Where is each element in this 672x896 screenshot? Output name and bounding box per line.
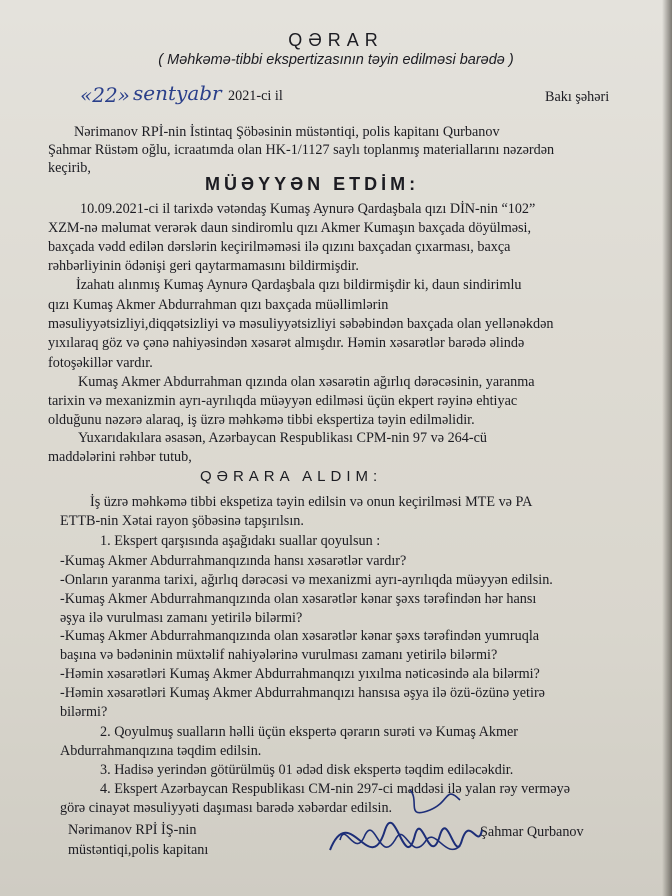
- decided-line: -Kumaş Akmer Abdurrahmanqızında hansı xəsarətlər vardır?: [60, 552, 407, 569]
- established-line: qızı Kumaş Akmer Abdurrahman qızı baxçada müəllimlərin: [48, 297, 389, 313]
- decided-line: İş üzrə məhkəmə tibbi ekspetiza təyin edilsin və onun keçirilməsi MTE və PA: [90, 493, 533, 510]
- established-line: 10.09.2021-ci il tarixdə vətəndaş Kumaş Aynurə Qardaşbala qızı DİN-nin “102”: [80, 201, 536, 218]
- heading-established: MÜƏYYƏN ETDİM:: [205, 174, 420, 195]
- decided-line: -Kumaş Akmer Abdurrahmanqızında olan xəsarətlər kənar şəxs tərəfindən yumruqla: [60, 628, 540, 645]
- decided-line: ETTB-nin Xətai rayon şöbəsinə tapşırılsın.: [60, 512, 304, 529]
- decided-line: 3. Hadisə yerindən götürülmüş 01 ədəd disk ekspertə təqdim ediləcəkdir.: [100, 762, 514, 779]
- decided-line: -Həmin xəsarətləri Kumaş Akmer Abdurrahmanqızı yıxılma nəticəsində ala bilərmi?: [60, 666, 540, 683]
- established-line: Kumaş Akmer Abdurrahman qızında olan xəsarətin ağırlıq dərəcəsinin, yaranma: [78, 373, 535, 390]
- decided-line: başına və bədəninin müxtəlif nahiyələrinə vurulması zamanı yetirilə bilərmi?: [60, 647, 498, 664]
- decided-line: 4. Ekspert Azərbaycan Respublikası CM-nin 297-ci maddəsi ilə yalan rəy verməyə: [100, 781, 571, 797]
- established-line: olduğunu nəzərə alaraq, iş üzrə məhkəmə tibbi ekspertiza təyin edilməlidir.: [48, 411, 475, 428]
- established-line: tarixin və mexanizmin ayrı-ayrılıqda müəyyən edilməsi üçün ekpert rəyinə ehtiyac: [48, 392, 518, 409]
- paper-edge-shadow: [662, 0, 672, 896]
- decided-line: -Kumaş Akmer Abdurrahmanqızında olan xəsarətlər kənar şəxs tərəfindən hər hansı: [60, 590, 537, 607]
- date-year: 2021-ci il: [228, 88, 283, 104]
- city: Bakı şəhəri: [545, 89, 610, 105]
- established-line: fotoşəkillər vardır.: [48, 354, 153, 371]
- decided-line: görə cinayət məsuliyyəti daşıması barədə xəbərdar edilsin.: [60, 800, 393, 816]
- document-subtitle: ( Məhkəmə-tibbi ekspertizasının təyin edilməsi barədə ): [158, 52, 514, 68]
- decided-line: 1. Ekspert qarşısında aşağıdakı suallar qoyulsun :: [100, 532, 381, 549]
- established-line: maddələrini rəhbər tutub,: [48, 448, 192, 465]
- date-day-handwritten: «22»: [80, 83, 130, 107]
- decided-line: 2. Qoyulmuş sualların həlli üçün ekspertə qərarın surəti və Kumaş Akmer: [100, 724, 519, 741]
- established-line: baxçada vədd edilən dərslərin keçirilməməsi ilə qızını baxçadan çıxarması, baxça: [48, 239, 511, 256]
- decided-line: bilərmi?: [60, 704, 108, 721]
- established-line: məsuliyyətsizliyi,diqqətsizliyi və məsuliyyətsizliyi səbəbindən baxçada olan yellənəkdən: [48, 316, 554, 332]
- established-line: rəhbərliyinin ödənişi geri qaytarmamasını bildirmişdir.: [48, 258, 359, 275]
- date-month-handwritten: sentyabr: [133, 81, 222, 105]
- established-line: yıxılaraq göz və çənə nahiyəsindən xəsarət almışdır. Həmin xəsarətlər barədə əlində: [48, 334, 525, 351]
- established-line: Yuxarıdakılara əsasən, Azərbaycan Respublikası CPM-nin 97 və 264-cü: [78, 429, 487, 446]
- intro-line: Nərimanov RPİ-nin İstintaq Şöbəsinin müstəntiqi, polis kapitanı Qurbanov: [74, 123, 500, 140]
- established-line: İzahatı alınmış Kumaş Aynurə Qardaşbala qızı bildirmişdir ki, daun sindirimlu: [76, 277, 522, 294]
- decided-line: Abdurrahmanqızına təqdim edilsin.: [60, 743, 262, 760]
- signer-left-line: Nərimanov RPİ İŞ-nin: [68, 822, 197, 838]
- heading-decided: QƏRARA ALDIM:: [200, 467, 383, 485]
- signer-left-line: müstəntiqi,polis kapitanı: [68, 842, 209, 858]
- decided-line: -Onların yaranma tarixi, ağırlıq dərəcəsi və mexanizmi ayrı-ayrılıqda müəyyən edilsin.: [60, 571, 553, 588]
- document-title: QƏRAR: [288, 30, 384, 50]
- intro-line: Şahmar Rüstəm oğlu, icraatımda olan HK-1/1127 saylı toplanmış materiallarını nəzərdən: [48, 141, 555, 158]
- decided-line: əşya ilə vurulması zamanı yetirilə bilərmi?: [60, 609, 303, 626]
- signature: [310, 780, 490, 890]
- established-line: XZM-nə məlumat verərək daun sindiromlu qızı Akmer Kumaşın baxçada döyülməsi,: [48, 220, 532, 237]
- signer-right: Şahmar Qurbanov: [480, 824, 584, 840]
- decided-line: -Həmin xəsarətləri Kumaş Akmer Abdurrahmanqızı hansısa əşya ilə özü-özünə yetirə: [60, 685, 545, 702]
- intro-line: keçirib,: [48, 159, 91, 176]
